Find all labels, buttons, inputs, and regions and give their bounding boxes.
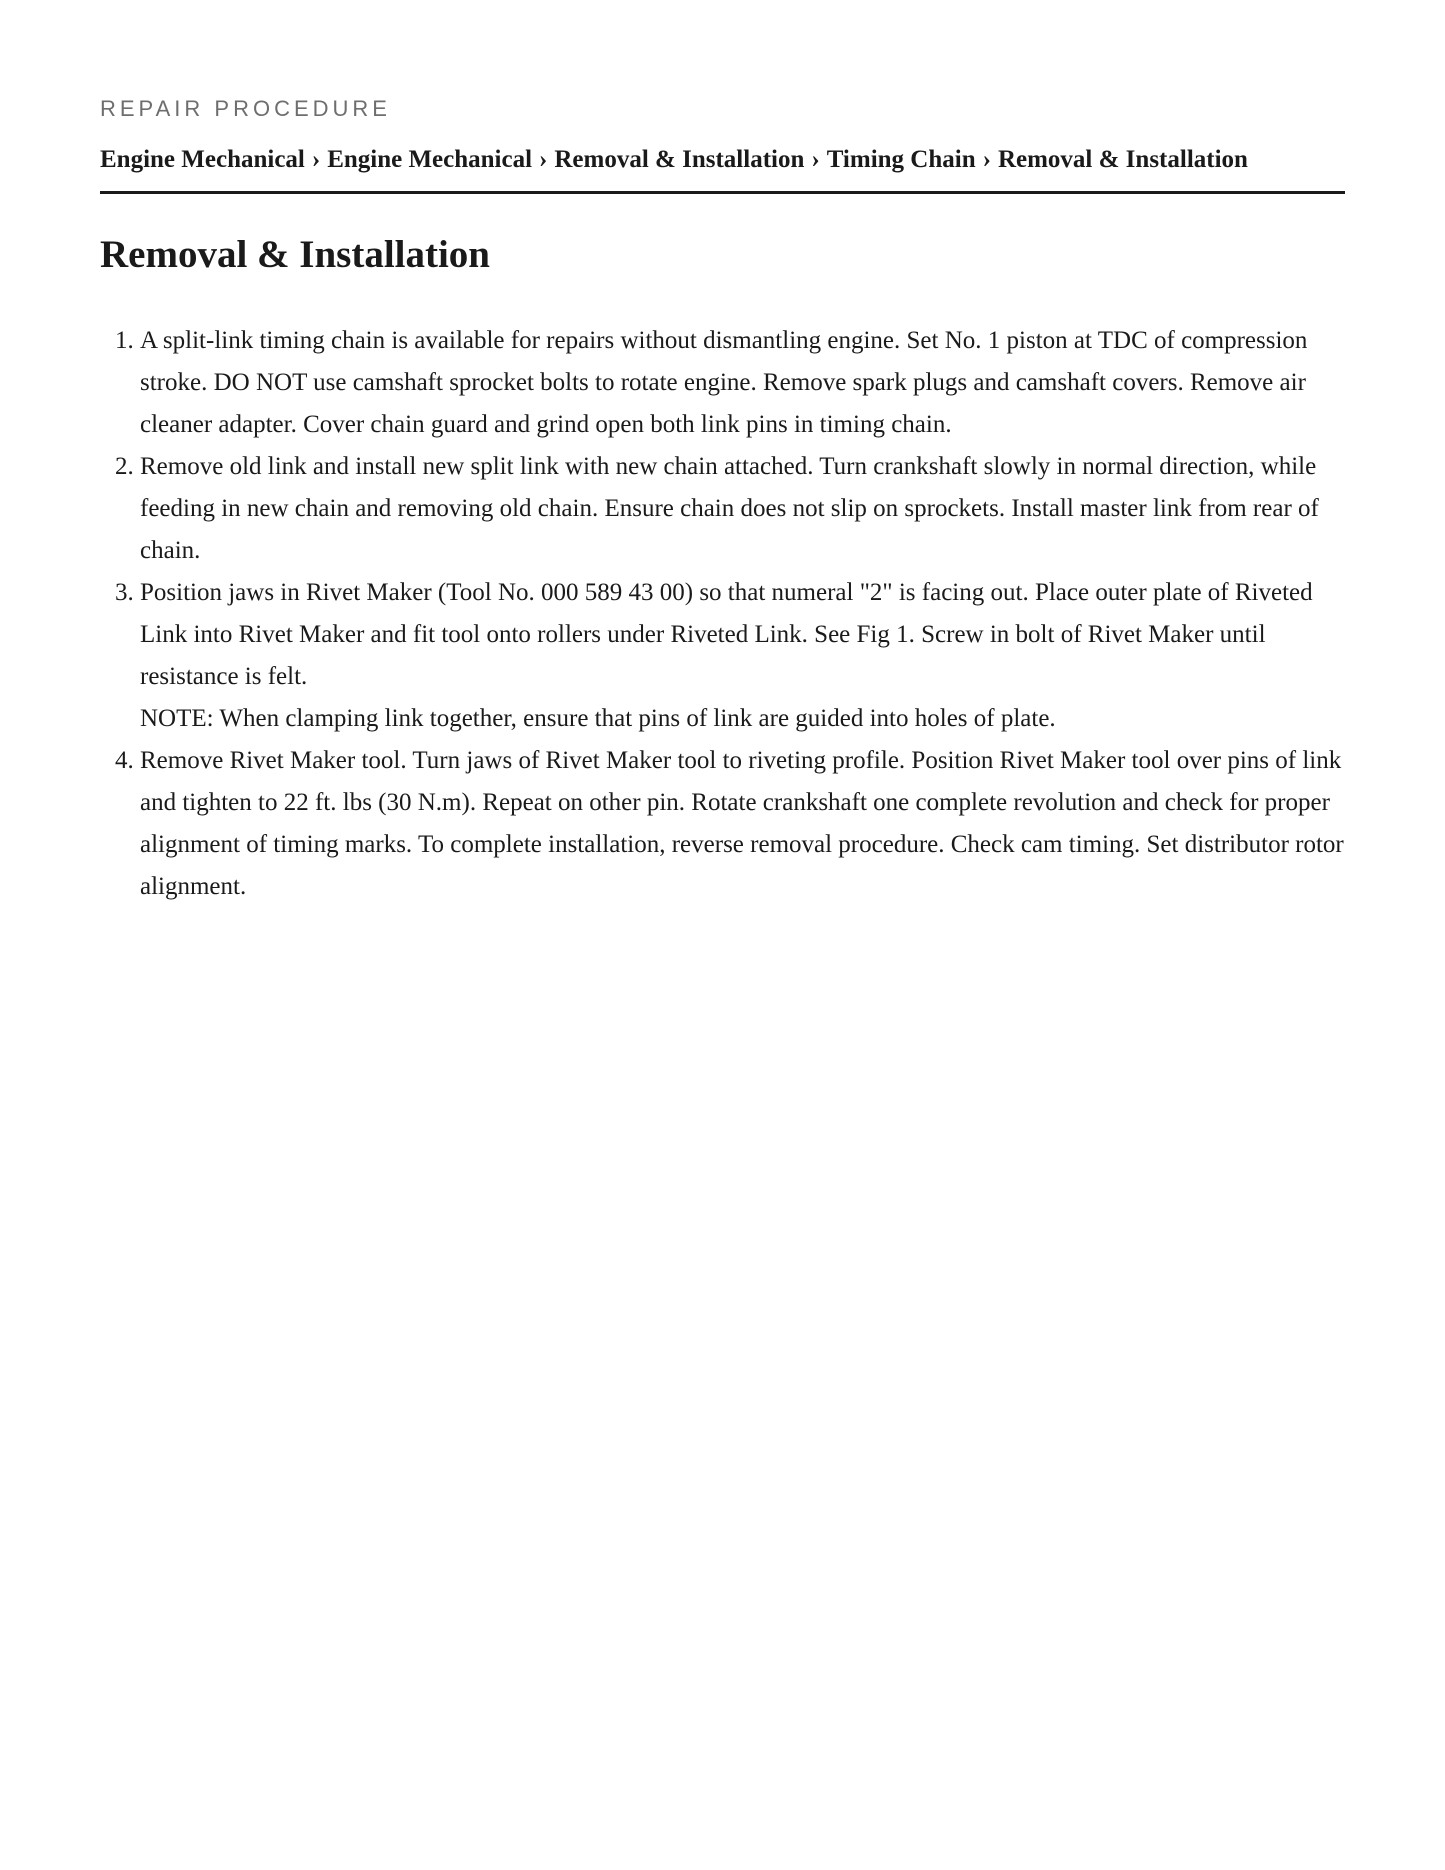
breadcrumb-item: Engine Mechanical [327,146,533,173]
breadcrumb-item: Removal & Installation [997,146,1248,173]
breadcrumb-separator: › [811,146,820,173]
breadcrumb-separator: › [539,146,548,173]
section-eyebrow: REPAIR PROCEDURE [100,96,391,121]
breadcrumb-item: Engine Mechanical [100,146,305,173]
breadcrumb-item: Removal & Installation [554,146,805,173]
procedure-step [140,446,1345,572]
procedure-steps-list [100,320,1345,908]
breadcrumb-separator: › [982,146,991,173]
step-text: Remove old link and install new split link with new chain attached. Turn crankshaft slowly in normal direction, while feeding in new chain and removing old chain. Ensure chain does not slip on sprockets. Install master link from rear of chain. [140,453,1319,564]
step-text: Position jaws in Rivet Maker (Tool No. 000 589 43 00) so that numeral "2" is facing out. Place outer plate of Riveted Link into Rivet Maker and fit tool onto rollers under Riveted Link. See Fig 1. Screw in bolt of Rivet Maker until resistance is felt. [140,579,1313,690]
page-title: Removal & Installation [100,233,490,276]
procedure-step [140,320,1345,446]
breadcrumb-item: Timing Chain [826,146,976,173]
breadcrumb-separator: › [311,146,321,173]
step-note: NOTE: When clamping link together, ensure that pins of link are guided into holes of plate. [140,705,1056,732]
procedure-step [140,572,1345,740]
breadcrumb [100,144,1345,194]
step-text: Remove Rivet Maker tool. Turn jaws of Rivet Maker tool to riveting profile. Position Rivet Maker tool over pins of link and tighten to 22 ft. lbs (30 N.m). Repeat on other pin. Rotate crankshaft one complete revolution and check for proper alignment of timing marks. To complete installation, reverse removal procedure. Check cam timing. Set distributor rotor alignment. [140,747,1344,900]
procedure-step [140,740,1345,908]
step-text: A split-link timing chain is available for repairs without dismantling engine. Set No. 1 piston at TDC of compression stroke. DO NOT use camshaft sprocket bolts to rotate engine. Remove spark plugs and camshaft covers. Remove air cleaner adapter. Cover chain guard and grind open both link pins in timing chain. [140,327,1308,438]
